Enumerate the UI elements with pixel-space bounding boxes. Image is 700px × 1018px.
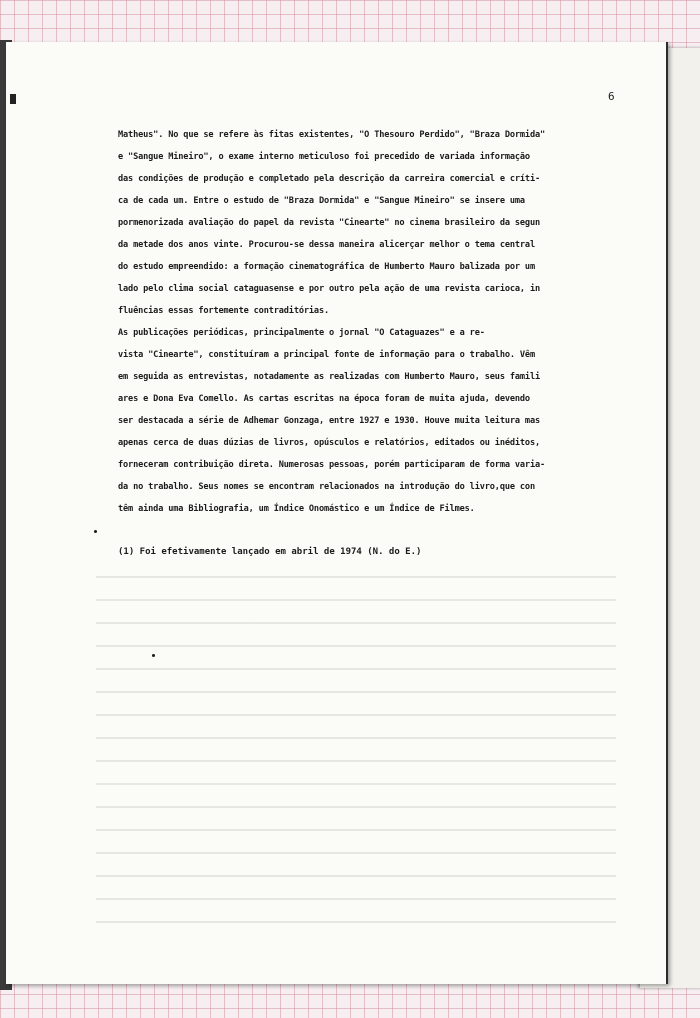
body-line: vista "Cinearte", constituíram a principal fonte de informação para o trabalho. Vêm	[118, 350, 535, 360]
body-line: ares e Dona Eva Comello. As cartas escritas na época foram de muita ajuda, devendo	[118, 394, 530, 404]
body-line: das condições de produção e completado pela descrição da carreira comercial e críti-	[118, 174, 541, 184]
body-line: As publicações periódicas, principalmente o jornal "O Cataguazes" e a re-	[118, 328, 485, 338]
document-page	[6, 42, 668, 984]
body-line: da no trabalho. Seus nomes se encontram relacionados na introdução do livro,que con	[118, 482, 535, 492]
ink-speck	[94, 530, 97, 533]
body-line: em seguida as entrevistas, notadamente as realizadas com Humberto Mauro, seus famili	[118, 372, 541, 382]
body-line: apenas cerca de duas dúzias de livros, opúsculos e relatórios, editados ou inéditos,	[118, 438, 541, 448]
body-line: Matheus". No que se refere às fitas existentes, "O Thesouro Perdido", "Braza Dormida"	[118, 130, 546, 140]
body-line: da metade dos anos vinte. Procurou-se dessa maneira alicerçar melhor o tema central	[118, 240, 535, 250]
body-line: ca de cada um. Entre o estudo de "Braza Dormida" e "Sangue Mineiro" se insere uma	[118, 196, 525, 206]
body-line: lado pelo clima social cataguasense e por outro pela ação de uma revista carioca, in	[118, 284, 541, 294]
body-line: pormenorizada avaliação do papel da revista "Cinearte" no cinema brasileiro da segun	[118, 218, 541, 228]
body-line: forneceram contribuição direta. Numerosas pessoas, porém participaram de forma varia-	[118, 460, 546, 470]
body-line: e "Sangue Mineiro", o exame interno meticuloso foi precedido de variada informação	[118, 152, 530, 162]
body-line: fluências essas fortemente contraditórias.	[118, 306, 330, 316]
bleed-through-text	[96, 562, 616, 942]
staple-mark	[10, 94, 16, 104]
body-line: ser destacada a série de Adhemar Gonzaga, entre 1927 e 1930. Houve muita leitura mas	[118, 416, 541, 426]
ink-speck	[152, 654, 155, 657]
footnote: (1) Foi efetivamente lançado em abril de 1974 (N. do E.)	[118, 547, 422, 557]
page-number: 6	[608, 90, 615, 103]
body-line: têm ainda uma Bibliografia, um Índice Onomástico e um Índice de Filmes.	[118, 504, 475, 514]
body-line: do estudo empreendido: a formação cinematográfica de Humberto Mauro balizada por um	[118, 262, 535, 272]
